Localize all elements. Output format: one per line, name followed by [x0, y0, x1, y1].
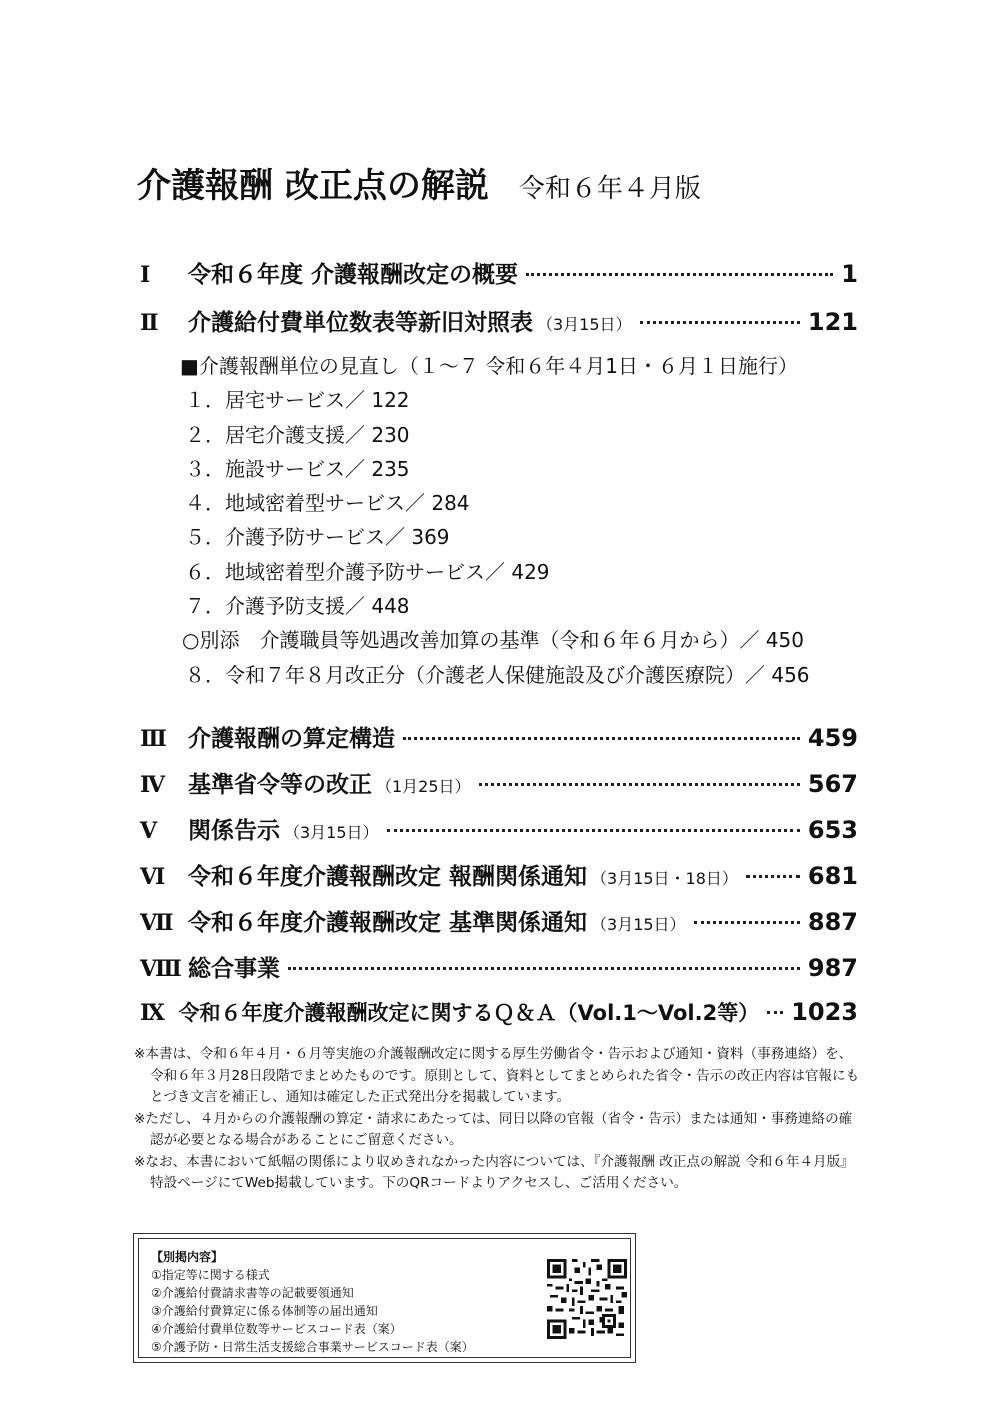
toc-page-number: 121 [807, 308, 858, 336]
toc-page-number: 653 [807, 816, 858, 844]
dot-leader [640, 321, 800, 324]
dot-leader [403, 737, 800, 740]
subsection-header: ■介護報酬単位の見直し（１～７ 令和６年４月1日・６月１日施行） [180, 354, 798, 378]
toc-numeral: Ⅸ [140, 1000, 165, 1026]
dot-leader [746, 875, 800, 878]
toc-title: 令和６年度介護報酬改定 基準関係通知 [188, 910, 588, 936]
toc-date-note: （3月15日） [284, 823, 379, 842]
qr-code-icon[interactable] [547, 1255, 627, 1343]
toc-title: 令和６年度介護報酬改定に関するＱ＆Ａ（Vol.1～Vol.2等） [178, 1001, 760, 1025]
subsection-item[interactable]: ８．令和７年８月改正分（介護老人保健施設及び介護医療院）／ 456 [185, 662, 810, 687]
toc-page-number: 1023 [791, 998, 858, 1026]
dot-leader [767, 1011, 783, 1014]
subsection-list [180, 349, 860, 692]
toc-title: 令和６年度介護報酬改定 報酬関係通知 [188, 864, 588, 890]
supplementary-inner-frame [138, 1238, 631, 1358]
toc-title: 介護報酬の算定構造 [188, 726, 395, 752]
supplementary-item: ①指定等に関する様式 [151, 1268, 270, 1282]
supplementary-item: ②介護給付費請求書等の記載要領通知 [151, 1286, 354, 1300]
toc-entry-1[interactable] [140, 256, 858, 289]
title-row [137, 158, 837, 207]
toc-entry-3[interactable] [140, 720, 858, 753]
toc-entry-9[interactable] [140, 997, 858, 1027]
dot-leader [526, 273, 833, 276]
supplementary-item: ④介護給付費単位数等サービスコード表（案） [151, 1322, 402, 1336]
toc-numeral: Ⅲ [140, 726, 167, 752]
toc-entry-4[interactable] [140, 766, 858, 799]
subsection-item[interactable]: ４．地域密着型サービス／ 284 [185, 491, 470, 516]
dot-leader [288, 967, 800, 970]
toc-title: 関係告示 [188, 818, 280, 844]
toc-numeral: Ⅳ [140, 772, 165, 798]
toc-numeral: Ⅴ [140, 818, 158, 844]
footnote: ※ただし、４月からの介護報酬の算定・請求にあたっては、同日以降の官報（省令・告示）または通知・事務連絡の確認が必要となる場合があることにご留意ください。 [134, 1110, 853, 1148]
footnote: ※本書は、令和６年４月・６月等実施の介護報酬改定に関する厚生労働省令・告示および通知・資料（事務連絡）を、令和６年３月28日段階でまとめたものです。原則として、資料としてまとめられた省令・告示の改正内容は官報にもとづき文言を補正し、通知は確定した正式発出分を掲載しています。 [134, 1046, 860, 1105]
toc-numeral: Ⅵ [140, 864, 166, 890]
toc-date-note: （1月25日） [376, 777, 471, 796]
supplementary-contents-box [133, 1233, 636, 1363]
subsection-item[interactable]: ５．介護予防サービス／ 369 [185, 525, 450, 550]
toc-numeral: Ⅰ [140, 262, 151, 288]
toc-page-number: 567 [807, 770, 858, 798]
toc-entry-6[interactable] [140, 858, 858, 891]
toc-page-number: 459 [807, 724, 858, 752]
supplementary-list [151, 1266, 474, 1356]
footnote: ※なお、本書において紙幅の関係により収めきれなかった内容については、『介護報酬 改正点の解説 令和６年４月版』特設ページにてWeb掲載しています。下のQRコードよりアクセスし、ご活用ください。 [134, 1153, 854, 1191]
supplementary-heading: 【別掲内容】 [151, 1250, 224, 1264]
toc-numeral: Ⅶ [140, 910, 174, 936]
toc-date-note: （3月15日） [537, 315, 632, 334]
toc-page-number: 987 [807, 954, 858, 982]
subsection-item[interactable]: ３．施設サービス／ 235 [185, 456, 410, 481]
subsection-item[interactable]: ２．居宅介護支援／ 230 [185, 422, 410, 447]
toc-entry-5[interactable] [140, 812, 858, 845]
toc-numeral: Ⅷ [140, 956, 182, 982]
toc-entry-7[interactable] [140, 904, 858, 937]
toc-title: 介護給付費単位数表等新旧対照表 [188, 310, 533, 336]
toc-date-note: （3月15日） [591, 915, 686, 934]
subsection-item[interactable]: ７．介護予防支援／ 448 [185, 594, 410, 619]
toc-date-note: （3月15日・18日） [591, 869, 738, 888]
toc-title: 令和６年度 介護報酬改定の概要 [188, 262, 519, 288]
dot-leader [479, 783, 800, 786]
toc-numeral: Ⅱ [140, 310, 159, 336]
toc-page-number: 681 [807, 862, 858, 890]
toc-entry-8[interactable] [140, 950, 858, 983]
edition-label: 令和６年４月版 [518, 174, 701, 204]
toc-page-number: 1 [841, 260, 858, 288]
toc-title: 基準省令等の改正 [188, 772, 372, 798]
toc-entry-2[interactable] [140, 304, 858, 337]
toc-page-number: 887 [807, 908, 858, 936]
dot-leader [694, 921, 800, 924]
subsection-annex-item[interactable]: ○別添 介護職員等処遇改善加算の基準（令和６年６月から）／ 450 [182, 628, 804, 653]
supplementary-item: ③介護給付費算定に係る体制等の届出通知 [151, 1304, 378, 1318]
footnotes [134, 1044, 860, 1195]
toc-title: 総合事業 [188, 956, 280, 982]
subsection-item[interactable]: ６．地域密着型介護予防サービス／ 429 [185, 559, 550, 584]
supplementary-item: ⑤介護予防・日常生活支援総合事業サービスコード表（案） [151, 1340, 474, 1354]
dot-leader [387, 829, 800, 832]
page-title: 介護報酬 改正点の解説 [137, 166, 489, 206]
subsection-item[interactable]: １．居宅サービス／ 122 [185, 388, 410, 413]
